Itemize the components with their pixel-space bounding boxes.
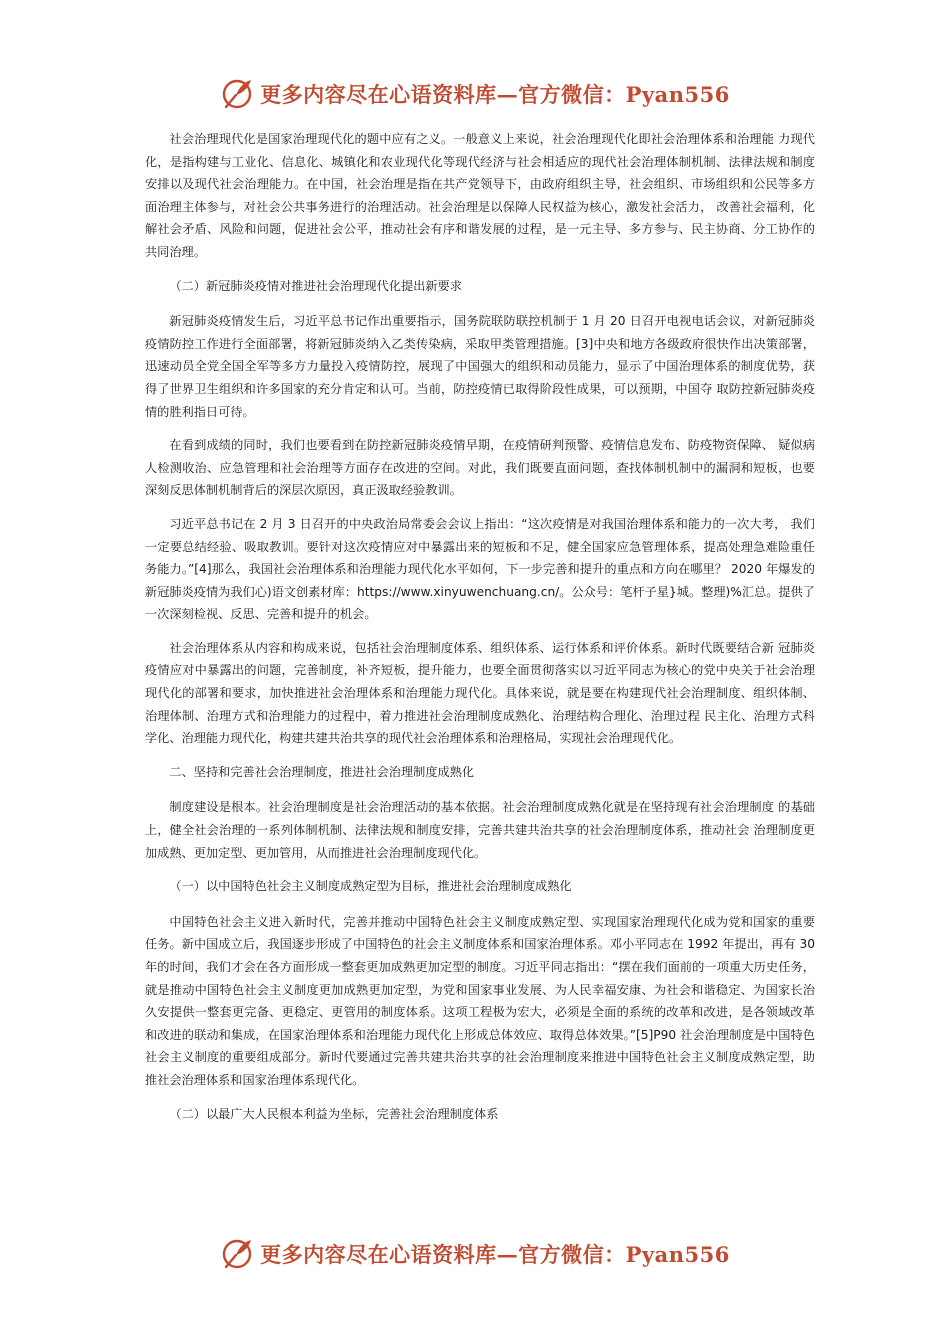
paragraph: 中国特色社会主义进入新时代，完善并推动中国特色社会主义制度成熟定型、实现国家治理现代化成为党和国家的重要任务。新中国成立后，我国逐步形成了中国特色的社会主义制度体系和国家治理体系。邓小平同志在 1992 年提出，再有 30 年的时间，我们才会在各方面形成一整套更加成熟更加定型的制度。习近平同志指出：“摆在我们面前的一项重大历史任务，就是推动中国特色社会主义制度更加成熟更加定型，为党和国家事业发展、为人民幸福安康、为社会和谐稳定、为国家长治久安提供一整套更完备、更稳定、更管用的制度体系。这项工程极为宏大，必须是全面的系统的改革和改进，是各领域改革和改进的联动和集成，在国家治理体系和治理能力现代化上形成总体效应、取得总体效果。”[5]P90 社会治理制度是中国特色社会主义制度的重要组成部分。新时代要通过完善共建共治共享的社会治理制度来推进中国特色社会主义制度成熟定型，助推社会治理体系和国家治理体系现代化。: [145, 914, 815, 1087]
quill-pen-logo-icon: [220, 77, 254, 111]
section-heading: （二）以最广大人民根本利益为坐标，完善社会治理制度体系: [169, 1106, 499, 1121]
paragraph: 新冠肺炎疫情发生后，习近平总书记作出重要指示，国务院联防联控机制于 1 月 20 日召开电视电话会议，对新冠肺炎疫情防控工作进行全面部署，将新冠肺炎纳入乙类传染病，采取甲类管理措施。[3]中央和地方各级政府很快作出决策部署，迅速动员全党全国全军等多方力量投入疫情防控，展现了中国强大的组织和动员能力，显示了中国治理体系的制度优势，获得了世界卫生组织和许多国家的充分肯定和认可。当前，防控疫情已取得阶段性成果，可以预期，中国夺 取防控新冠肺炎疫情的胜利指日可待。: [145, 314, 815, 419]
paragraph: 在看到成绩的同时，我们也要看到在防控新冠肺炎疫情早期，在疫情研判预警、疫情信息发布、防疫物资保障、 疑似病人检测收治、应急管理和社会治理等方面存在改进的空间。对此，我们既要直面问题，查找体制机制中的漏洞和短板，也要深刻反思体制机制背后的深层次原因，真正汲取经验教训。: [145, 438, 815, 498]
header-banner: [0, 72, 950, 116]
section-heading: 二、坚持和完善社会治理制度，推进社会治理制度成熟化: [169, 764, 475, 779]
banner-title: 更多内容尽在心语资料库—官方微信：Pyan556: [260, 82, 730, 107]
section-heading: （二）新冠肺炎疫情对推进社会治理现代化提出新要求: [169, 278, 462, 293]
section-heading: （一）以中国特色社会主义制度成熟定型为目标，推进社会治理制度成熟化: [169, 879, 572, 894]
paragraph: 社会治理现代化是国家治理现代化的题中应有之义。一般意义上来说，社会治理现代化即社会治理体系和治理能 力现代化，是指构建与工业化、信息化、城镇化和农业现代化等现代经济与社会相适应的现代社会治理体制机制、法律法规和制度安排以及现代社会治理能力。在中国，社会治理是指在共产党领导下，由政府组织主导，社会组织、市场组织和公民等多方面治理主体参与，对社会公共事务进行的治理活动。社会治理是以保障人民权益为核心，激发社会活力， 改善社会福利，化解社会矛盾、风险和问题，促进社会公平，推动社会有序和谐发展的过程，是一元主导、多方参与、民主协商、分工协作的共同治理。: [145, 132, 815, 259]
paragraph: 制度建设是根本。社会治理制度是社会治理活动的基本依据。社会治理制度成熟化就是在坚持现有社会治理制度 的基础上，健全社会治理的一系列体制机制、法律法规和制度安排，完善共建共治共享的社会治理制度体系，推动社会 治理制度更加成熟、更加定型、更加管用，从而推进社会治理制度现代化。: [145, 800, 815, 860]
quill-pen-logo-icon: [220, 1237, 254, 1271]
paragraph: 习近平总书记在 2 月 3 日召开的中央政治局常委会会议上指出：“这次疫情是对我国治理体系和能力的一次大考， 我们一定要总结经验、吸取教训。要针对这次疫情应对中暴露出来的短板和不足，健全国家应急管理体系，提高处理急难险重任务能力。”[4]那么，我国社会治理体系和治理能力现代化水平如何，下一步完善和提升的重点和方向在哪里？ 2020 年爆发的新冠肺炎疫情为我们心)语文创素材库：https://www.xinyuwenchuang.cn/。公众号：笔杆子星}城。整理)%汇总。提供了一次深刻检视、反思、完善和提升的机会。: [145, 516, 815, 622]
footer-banner: [0, 1232, 950, 1276]
banner-title: 更多内容尽在心语资料库—官方微信：Pyan556: [260, 1242, 730, 1267]
paragraph: 社会治理体系从内容和构成来说，包括社会治理制度体系、组织体系、运行体系和评价体系。新时代既要结合新 冠肺炎疫情应对中暴露出的问题，完善制度，补齐短板，提升能力，也要全面贯彻落实以习近平同志为核心的党中央关于社会治理现代化的部署和要求，加快推进社会治理体系和治理能力现代化。具体来说，就是要在构建现代社会治理制度、组织体制、治理体制、治理方式和治理能力的过程中，着力推进社会治理制度成熟化、治理结构合理化、治理过程 民主化、治理方式科学化、治理能力现代化，构建共建共治共享的现代社会治理体系和治理格局，实现社会治理现代化。: [145, 640, 815, 746]
document-body: [145, 128, 815, 1138]
